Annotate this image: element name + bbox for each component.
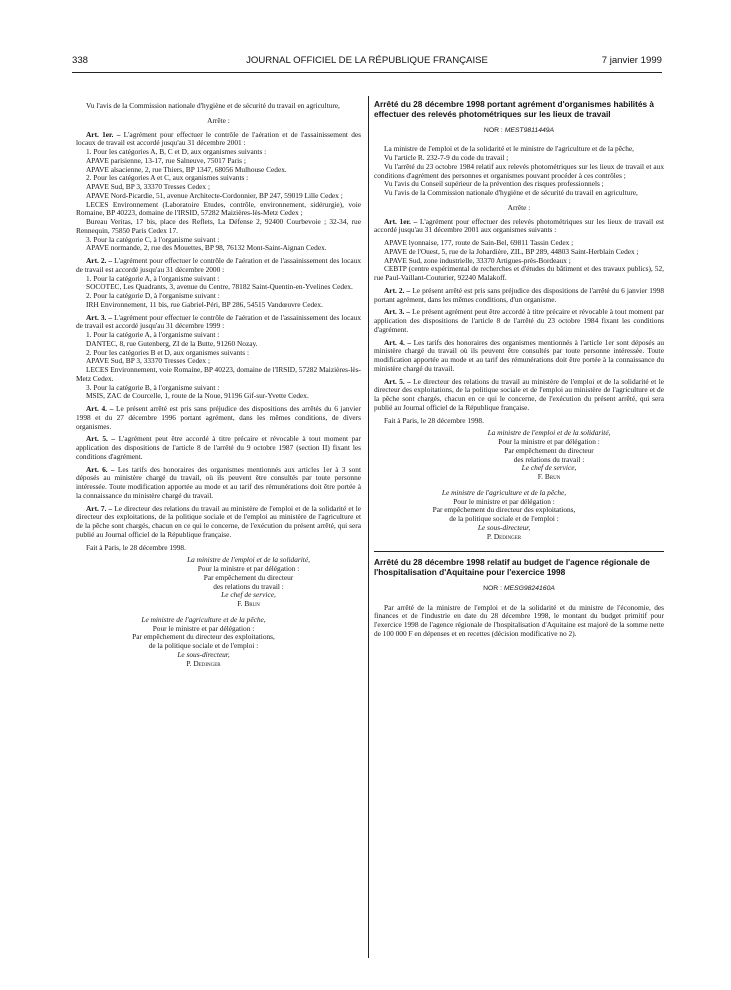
right-final-paragraph: Par arrêté de la ministre de l'emploi et de la solidarité et du ministre de l'économie, des finances et de l'industrie en date du 28 décembre 1998, le montant du budget primitif pour l'exercice 1998 de l'agence régionale de l'hospitalisation d'Aquitaine est majoré de la somme nette de 100 000 F en dépenses et en recettes (décision modificative no 2).	[374, 602, 664, 638]
signatory-name: P. Dedinger	[486, 531, 522, 541]
left-art1-line5: LECES Environnement (Laboratoire Etudes, contrôle, environnement, sidérurgie), voie Romaine, BP 40223, domaine de l'IRSID, 57282 Maizières-lès-Metz Cedex ;	[76, 199, 361, 218]
left-article-1	[76, 131, 361, 149]
article-text: L'agrément pour effectuer le contrôle de l'aération et de l'assainissement des locaux de travail est accordé jusqu'au 31 décembre 2001 :	[76, 129, 361, 148]
right-p2: Vu l'article R. 232-7-9 du code du travail ;	[384, 153, 509, 163]
signatory-name: F. Brun	[237, 599, 260, 608]
article-heading: Art. 1er. –	[86, 129, 121, 139]
article-heading: Art. 3. –	[384, 307, 411, 317]
left-art1-line3: APAVE Sud, BP 3, 33370 Tresses Cedex ;	[86, 182, 210, 191]
page-number: 338	[72, 55, 89, 66]
left-intro: Vu l'avis de la Commission nationale d'hygiène et de sécurité du travail en agriculture,	[86, 101, 340, 110]
right-org-3: APAVE Sud, zone industrielle, 33370 Artigues-près-Bordeaux ;	[384, 255, 571, 265]
right-article-4	[374, 339, 664, 374]
left-art1-line4: APAVE Nord-Picardie, 51, avenue Architecte-Cordonnier, BP 247, 59019 Lille Cedex ;	[86, 190, 343, 200]
signatory-line: des relations du travail :	[213, 581, 284, 591]
right-done-at: Fait à Paris, le 28 décembre 1998.	[384, 415, 484, 425]
left-arrete-label: Arrête :	[207, 115, 230, 125]
left-art3-line3: LECES Environnement, voie Romaine, BP 40223, domaine de l'IRSID, 57282 Maizières-lès-Metz Cedex.	[76, 365, 361, 383]
decree-title-aquitaine: Arrêté du 28 décembre 1998 relatif au budget de l'agence régionale de l'hospitalisation d'Aquitaine pour l'exercice 1998	[374, 557, 650, 578]
signatory-line: Par empêchement du directeur des exploitations,	[132, 632, 275, 642]
right-article-3	[374, 308, 664, 334]
header-rule	[72, 72, 662, 73]
journal-title: JOURNAL OFFICIEL DE LA RÉPUBLIQUE FRANÇAISE	[246, 55, 488, 66]
signatory-role: Le chef de service,	[221, 590, 276, 600]
article-heading: Art. 5. –	[384, 376, 411, 386]
left-art1-line1: APAVE parisienne, 13-17, rue Salneuve, 75017 Paris ;	[86, 155, 246, 165]
left-art2-sub1: 1. Pour la catégorie A, à l'organisme suivant :	[86, 273, 220, 283]
right-article-1	[374, 218, 664, 236]
signatory-title: La ministre de l'emploi et de la solidarité,	[487, 428, 611, 438]
article-heading: Art. 7. –	[86, 503, 113, 513]
article-text: Le directeur des relations du travail au ministère de l'emploi et de la solidarité et le directeur des exploitations, de la politique sociale et de l'emploi au ministère de l'agriculture et de la pêche sont chargés, chacun en ce qui le concerne, de l'exécution du présent arrêté, qui sera publié au Journal officiel de la République française.	[374, 376, 664, 412]
signatory-name: F. Brun	[537, 472, 561, 482]
left-art3-sub3: 3. Pour la catégorie B, à l'organisme suivant :	[86, 382, 220, 392]
right-column	[374, 100, 664, 639]
article-text: Le présent arrêté est pris sans préjudice des dispositions des arrêtés du 6 janvier 1998 et du 27 décembre 1996 portant agrément, dans les mêmes conditions, de divers organismes.	[76, 404, 361, 431]
left-art2-line2: IRH Environnement, 11 bis, rue Gabriel-Péri, BP 286, 54515 Vandœuvre Cedex.	[86, 299, 323, 309]
nor-label: NOR :	[483, 584, 502, 592]
nor-value: MEST9811449A	[504, 126, 555, 134]
decree-title-photometric: Arrêté du 28 décembre 1998 portant agrément d'organismes habilités à effectuer des relevés photométriques sur les lieux de travail	[374, 99, 655, 119]
article-text: Les tarifs des honoraires des organismes mentionnés à l'article 1er sont déposés au ministère chargé du travail où ils peuvent être consultés par toute personne intéressée. Toute modification apportée au mode et au tarif des rémunérations doit être portée à la connaissance du ministère chargé du travail.	[374, 337, 664, 373]
signatory-line: de la politique sociale et de l'emploi :	[148, 641, 259, 650]
right-org-4: CEBTP (centre expérimental de recherches et d'études du bâtiment et des travaux publics), 52, rue Paul-Vaillant-Couturier, 92240 Malakoff.	[374, 264, 664, 283]
signatory-line: Par empêchement du directeur	[504, 445, 594, 455]
nor-reference-1	[374, 127, 664, 136]
article-text: L'agrément pour effectuer le contrôle de l'aération et de l'assainissement des locaux de travail est accordé jusqu'au 31 décembre 2000 :	[76, 256, 362, 274]
article-heading: Art. 4. –	[86, 404, 114, 413]
article-text: Le présent arrêté est pris sans préjudice des dispositions de l'arrêté du 6 janvier 1998 portant agrément, dans les mêmes conditions, d'un organisme.	[374, 285, 664, 304]
article-text: L'agrément peut être accordé à titre précaire et révocable à tout moment par application des dispositions de l'article 8 de l'arrêté du 9 octobre 1987 (section II) fixant les conditions d'agrément.	[76, 434, 361, 461]
left-article-7	[76, 505, 361, 540]
right-org-2: APAVE de l'Ouest, 5, rue de la Johardière, ZIL, BP 289, 44803 Saint-Herblain Cedex ;	[384, 246, 639, 256]
left-article-2	[76, 257, 361, 275]
left-article-6	[76, 466, 361, 501]
right-p5: Vu l'avis de la Commission nationale d'hygiène et de sécurité du travail en agriculture,	[384, 188, 638, 198]
left-article-3	[76, 314, 361, 332]
left-art2-line1: SOCOTEC, Les Quadrants, 3, avenue du Centre, 78182 Saint-Quentin-en-Yvelines Cedex.	[86, 282, 353, 292]
right-p4: Vu l'avis du Conseil supérieur de la prévention des risques professionnels ;	[384, 179, 604, 189]
nor-reference-2	[374, 585, 664, 594]
left-art3-line4: MSIS, ZAC de Courcelle, 1, route de la Noue, 91196 Gif-sur-Yvette Cedex.	[86, 391, 309, 401]
left-art2-sub2: 2. Pour la catégorie D, à l'organisme suivant :	[86, 291, 220, 300]
signatory-role: Le sous-directeur,	[177, 649, 230, 659]
left-article-4	[76, 405, 361, 431]
signatory-line: Par empêchement du directeur	[203, 572, 294, 582]
left-art3-line2: APAVE Sud, BP 3, 33370 Tresses Cedex ;	[86, 356, 210, 366]
right-signature-block-2	[374, 489, 664, 542]
right-org-1: APAVE lyonnaise, 177, route de Sain-Bel, 69811 Tassin Cedex ;	[384, 238, 574, 248]
signatory-line: Pour le ministre et par délégation :	[152, 623, 255, 633]
article-heading: Art. 2. –	[384, 285, 411, 295]
article-heading: Art. 6. –	[86, 464, 115, 474]
left-art3-line1: DANTEC, 8, rue Gutenberg, ZI de la Butte, 91260 Nozay.	[86, 338, 258, 348]
article-text: L'agrément pour effectuer le contrôle de l'aération et de l'assainissement des locaux de travail est accordé jusqu'au 31 décembre 1999 :	[76, 312, 362, 331]
right-signature-block-1	[374, 429, 664, 482]
left-art1-sub1: 1. Pour les catégories A, B, C et D, aux organismes suivants :	[86, 147, 267, 156]
signatory-line: Pour la ministre et par délégation :	[197, 564, 300, 573]
right-arrete-label: Arrête :	[507, 202, 531, 212]
left-done-at: Fait à Paris, le 28 décembre 1998.	[86, 542, 186, 552]
left-art1-line7: APAVE normande, 2, rue des Mouettes, BP 98, 76132 Mont-Saint-Aignan Cedex.	[86, 243, 327, 253]
left-article-5	[76, 435, 361, 461]
signatory-line: des relations du travail :	[513, 454, 585, 464]
page-header	[72, 55, 662, 71]
left-column	[76, 102, 361, 668]
left-art1-sub2: 2. Pour les catégories A et C, aux organismes suivants :	[86, 173, 249, 183]
signatory-title: La ministre de l'emploi et de la solidarité,	[187, 555, 310, 565]
right-article-2	[374, 287, 664, 305]
left-art1-line2: APAVE alsacienne, 2, rue Thiers, BP 1347, 68056 Mulhouse Cedex.	[86, 164, 287, 174]
right-article-5	[374, 378, 664, 413]
article-heading: Art. 5. –	[86, 434, 116, 444]
article-heading: Art. 3. –	[86, 312, 113, 322]
left-art1-sub3: 3. Pour la catégorie C, à l'organisme suivant :	[86, 234, 220, 244]
signatory-title: Le ministre de l'agriculture et de la pêche,	[441, 487, 567, 497]
signatory-title: Le ministre de l'agriculture et de la pêche,	[141, 614, 266, 624]
issue-date: 7 janvier 1999	[601, 55, 662, 66]
nor-label: NOR :	[483, 126, 503, 134]
right-p1: La ministre de l'emploi et de la solidarité et le ministre de l'agriculture et de la pêche,	[384, 144, 634, 154]
signatory-line: Par empêchement du directeur des exploitations,	[432, 505, 576, 515]
article-heading: Art. 1er. –	[384, 216, 418, 226]
signatory-line: Pour le ministre et par délégation :	[453, 496, 555, 506]
nor-value: MESG9824160A	[503, 584, 555, 592]
signatory-name: P. Dedinger	[186, 658, 221, 668]
article-heading: Art. 4. –	[384, 337, 412, 347]
article-text: Les tarifs des honoraires des organismes mentionnés aux articles 1er à 3 sont déposés au ministère chargé du travail, où ils peuvent être consultés par toute personne intéressée. Toute modification apportée au mode et au tarif des rémunérations doit être portée à la connaissance du ministère chargé du travail.	[76, 464, 362, 500]
left-art1-line6: Bureau Veritas, 17 bis, place des Reflets, La Défense 2, 92400 Courbevoie ; 32-34, rue Rennequin, 75850 Paris Cedex 17.	[76, 217, 361, 235]
article-text: Le directeur des relations du travail au ministère de l'emploi et de la solidarité et le directeur des exploitations, de la politique sociale et de l'emploi au ministère de l'agriculture et de la pêche sont chargés, chacun en ce qui le concerne, de l'exécution du présent arrêté, qui sera publié au Journal officiel de la République française.	[76, 503, 361, 539]
signatory-role: Le chef de service,	[521, 463, 577, 473]
left-art3-sub1: 1. Pour la catégorie A, à l'organisme suivant :	[86, 330, 220, 339]
left-art3-sub2: 2. Pour les catégories B et D, aux organismes suivants :	[86, 347, 250, 357]
article-text: L'agrément pour effectuer des relevés photométriques sur les lieux de travail est accordé jusqu'au 31 décembre 2001 aux organismes suivants :	[374, 216, 664, 235]
column-divider	[368, 96, 369, 958]
signatory-role: Le sous-directeur,	[477, 522, 531, 532]
left-signature-block-1	[76, 556, 361, 609]
article-text: Le présent agrément peut être accordé à titre précaire et révocable à tout moment par application des dispositions de l'article 8 de l'arrêté du 23 octobre 1984 fixant les conditions d'agrément.	[374, 307, 664, 334]
right-p3: Vu l'arrêté du 23 octobre 1984 relatif aux relevés photométriques sur les lieux de travail et aux conditions d'agrément des personnes et organismes pouvant procéder à ces contrôles ;	[374, 161, 664, 180]
signatory-line: de la politique sociale et de l'emploi :	[449, 514, 559, 524]
article-heading: Art. 2. –	[86, 256, 113, 265]
signatory-line: Pour la ministre et par délégation :	[498, 437, 600, 447]
decree-separator	[374, 551, 664, 552]
left-signature-block-2	[76, 616, 361, 669]
